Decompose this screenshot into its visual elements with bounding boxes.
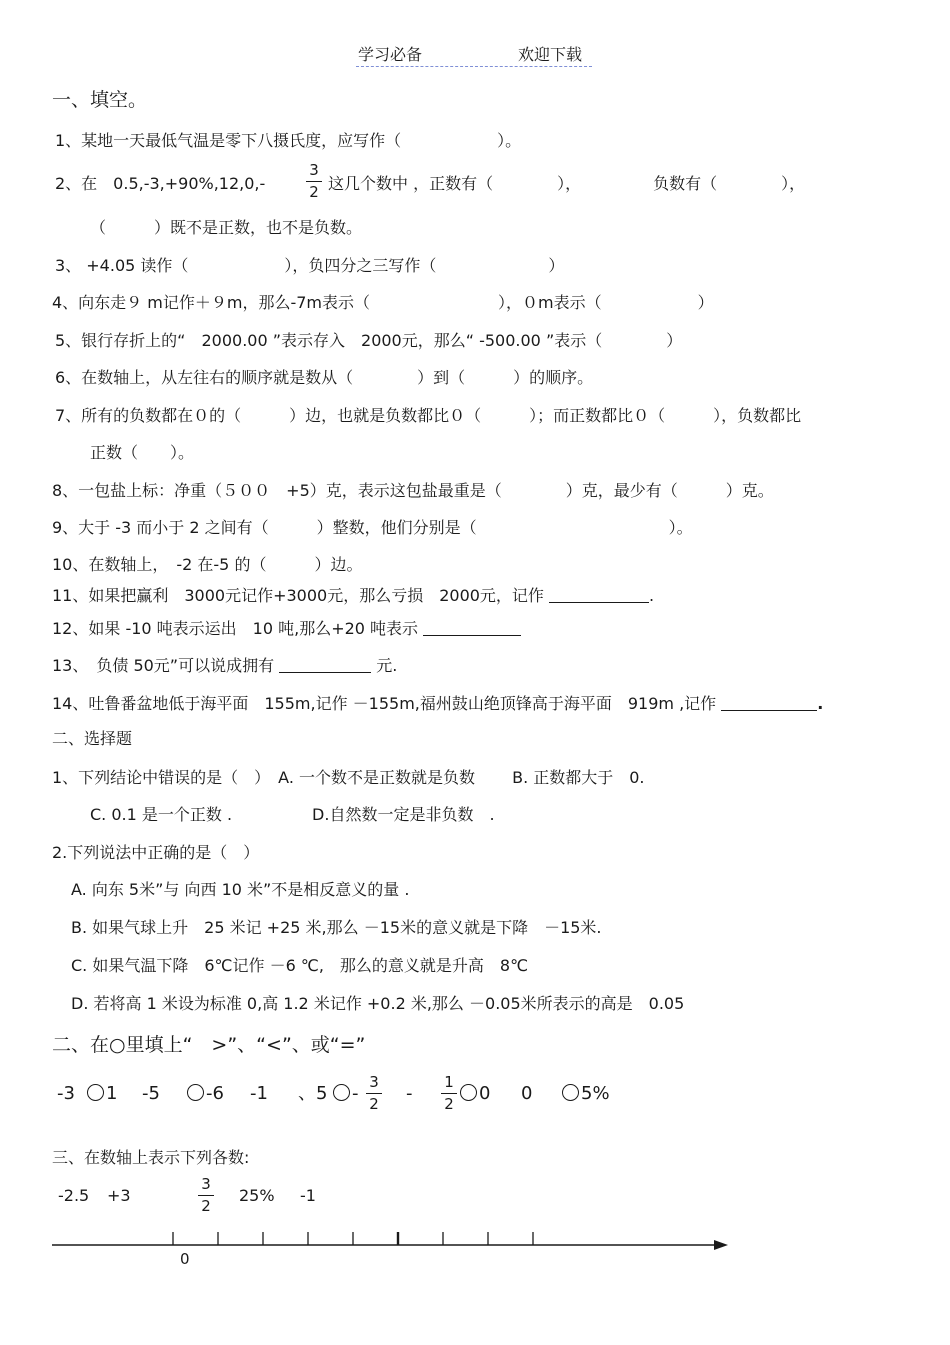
question-11-period: .	[649, 586, 655, 605]
question-2-part-a: 2、在 0.5,-3,+90%,12,0,-	[55, 174, 266, 193]
fraction-denominator: 2	[444, 1095, 454, 1113]
number-line-arrow	[714, 1240, 728, 1250]
question-10: 10、在数轴上， -2 在-5 的（ ）边。	[52, 555, 363, 574]
numberline-item-1: -2.5	[58, 1186, 90, 1205]
compare-item-9: 0	[479, 1083, 491, 1104]
question-3: 3、 +4.05 读作（ ），负四分之三写作（ ）	[55, 256, 565, 275]
numberline-item-2: +3	[107, 1186, 131, 1205]
question-1: 1、某地一天最低气温是零下八摄氏度，应写作（ ）。	[55, 131, 522, 150]
fraction-numerator: 3	[201, 1175, 211, 1193]
compare-item-2: 1	[106, 1083, 118, 1104]
question-11-text: 11、如果把赢利 3000元记作+3000元，那么亏损 2000元，记作	[52, 586, 544, 605]
question-13-unit: 元.	[376, 656, 398, 675]
section2-title: 二、选择题	[52, 729, 133, 748]
question-12-text: 12、如果 -10 吨表示运出 10 吨,那么+20 吨表示	[52, 619, 419, 638]
header-left-text: 学习必备	[358, 45, 423, 64]
question-5: 5、银行存折上的“ 2000.00 ”表示存入 2000元，那么“ -500.00 ”表示（ ）	[55, 331, 683, 350]
question-13-text: 13、 负债 50元”可以说成拥有	[52, 656, 275, 675]
choice-question-2: 2.下列说法中正确的是（ ）	[52, 843, 260, 862]
fraction-denominator: 2	[369, 1095, 379, 1113]
compare-item-10: 0	[521, 1083, 533, 1104]
compare-item-6: 、5	[298, 1083, 328, 1104]
compare-item-1: -3	[57, 1083, 75, 1104]
header-right-text: 欢迎下载	[518, 45, 583, 64]
choice-option-b: B. 如果气球上升 25 米记 +25 米,那么 －15米的意义就是下降 －15米.	[71, 918, 602, 937]
question-6: 6、在数轴上，从左往右的顺序就是数从（ ）到（ ）的顺序。	[55, 368, 594, 387]
fraction-numerator: 1	[444, 1073, 454, 1091]
question-2-part-c: （ ）既不是正数，也不是负数。	[90, 218, 363, 237]
choice-option-a: A. 向东 5米”与 向西 10 米”不是相反意义的量 .	[71, 880, 410, 899]
choice-option-c: C. 如果气温下降 6℃记作 －6 ℃, 那么的意义就是升高 8℃	[71, 956, 529, 975]
section4-title: 三、在数轴上表示下列各数:	[52, 1148, 250, 1167]
choice-option-d: D. 若将高 1 米设为标准 0,高 1.2 米记作 +0.2 米,那么 －0.05米所表示的高是 0.05	[71, 994, 685, 1013]
fraction-denominator: 2	[201, 1197, 211, 1215]
question-4: 4、向东走９ m记作＋９m，那么-7m表示（ ），０m表示（ ）	[52, 293, 714, 312]
compare-item-7: -	[352, 1083, 359, 1104]
choice-question-1-options: C. 0.1 是一个正数 . D.自然数一定是非负数 .	[90, 805, 495, 824]
compare-item-11: 5%	[581, 1083, 610, 1104]
question-14-period: .	[817, 694, 824, 713]
question-2-part-b: 这几个数中 ，正数有（ ）， 负数有（ ），	[328, 174, 806, 193]
numberline-item-3: 25%	[239, 1186, 275, 1205]
question-9: 9、大于 -3 而小于 2 之间有（ ）整数，他们分别是（ ）。	[52, 518, 693, 537]
number-line-origin-label: 0	[180, 1250, 190, 1268]
question-8: 8、一包盐上标：净重（５００ +5）克，表示这包盐最重是（ ）克，最少有（ ）克。	[52, 481, 774, 500]
fraction-numerator: 3	[369, 1073, 379, 1091]
choice-question-1: 1、下列结论中错误的是（ ） A. 一个数不是正数就是负数 B. 正数都大于 0.	[52, 768, 645, 787]
numberline-item-4: -1	[300, 1186, 316, 1205]
compare-item-5: -1	[250, 1083, 268, 1104]
compare-item-4: -6	[206, 1083, 224, 1104]
section3-title: 二、在○里填上“ >”、“<”、或“=”	[52, 1034, 366, 1056]
section1-title: 一、填空。	[52, 89, 148, 111]
question-7-part-a: 7、所有的负数都在０的（ ）边，也就是负数都比０（ ）；而正数都比０（ ），负数都比	[55, 406, 802, 425]
compare-item-8: -	[406, 1083, 413, 1104]
fraction-denominator: 2	[309, 183, 319, 201]
fraction-numerator: 3	[309, 161, 319, 179]
question-14-text: 14、吐鲁番盆地低于海平面 155m,记作 －155m,福州鼓山绝顶锋高于海平面 919m ,记作	[52, 694, 717, 713]
question-7-part-b: 正数（ ）。	[90, 443, 195, 462]
compare-item-3: -5	[142, 1083, 160, 1104]
